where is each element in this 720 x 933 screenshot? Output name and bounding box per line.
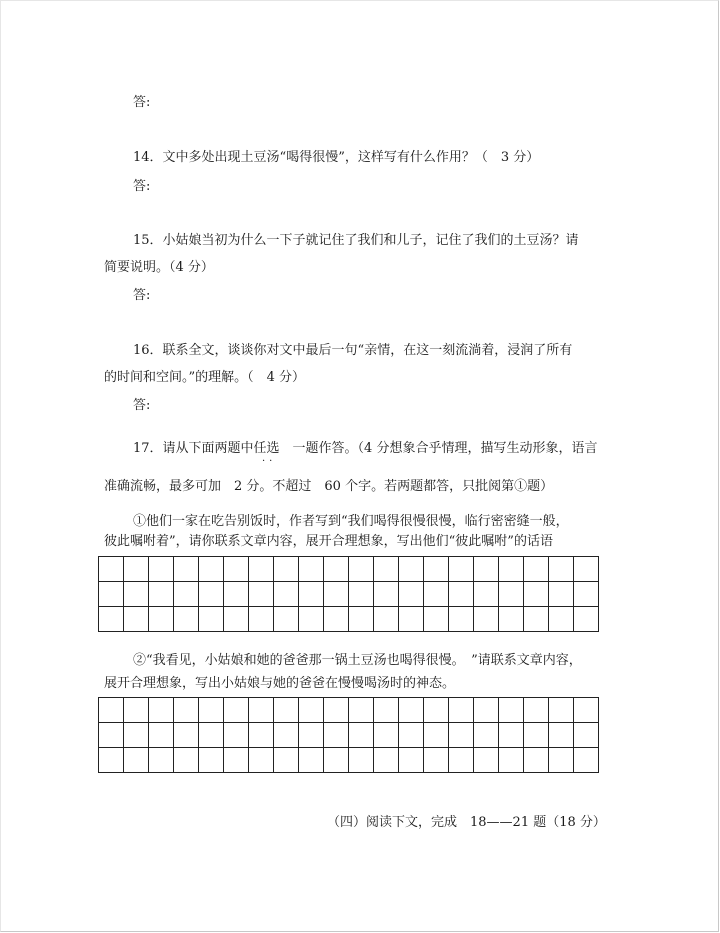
grid-cell[interactable]: [299, 582, 324, 607]
grid-cell[interactable]: [99, 698, 124, 723]
grid-cell[interactable]: [324, 723, 349, 748]
answer-label-15: 答:: [133, 288, 151, 303]
grid-cell[interactable]: [324, 582, 349, 607]
question-15-line2: 简要说明。（4 分）: [104, 260, 214, 275]
grid-cell[interactable]: [524, 582, 549, 607]
grid-cell[interactable]: [474, 748, 499, 773]
question-17-option1-line2: 彼此嘱咐着”，请你联系文章内容，展开合理想象，写出他们“彼此嘱咐”的话语: [104, 534, 553, 549]
grid-cell[interactable]: [424, 723, 449, 748]
grid-cell[interactable]: [499, 607, 524, 632]
grid-cell[interactable]: [349, 723, 374, 748]
grid-cell[interactable]: [349, 557, 374, 582]
grid-cell[interactable]: [324, 698, 349, 723]
grid-cell[interactable]: [199, 557, 224, 582]
grid-cell[interactable]: [549, 582, 574, 607]
grid-cell[interactable]: [274, 557, 299, 582]
grid-cell[interactable]: [274, 748, 299, 773]
grid-cell[interactable]: [374, 607, 399, 632]
grid-cell[interactable]: [224, 557, 249, 582]
grid-cell[interactable]: [324, 557, 349, 582]
grid-cell[interactable]: [499, 557, 524, 582]
grid-cell[interactable]: [249, 698, 274, 723]
grid-cell[interactable]: [199, 607, 224, 632]
grid-cell[interactable]: [574, 607, 599, 632]
grid-cell[interactable]: [499, 698, 524, 723]
grid-cell[interactable]: [124, 723, 149, 748]
grid-cell[interactable]: [549, 698, 574, 723]
grid-cell[interactable]: [349, 748, 374, 773]
grid-cell[interactable]: [199, 582, 224, 607]
grid-cell[interactable]: [99, 723, 124, 748]
grid-cell[interactable]: [374, 557, 399, 582]
grid-cell[interactable]: [274, 607, 299, 632]
question-14: 14．文中多处出现土豆汤“喝得很慢”，这样写有什么作用？（ 3 分）: [133, 150, 540, 165]
grid-cell[interactable]: [149, 607, 174, 632]
grid-cell[interactable]: [199, 723, 224, 748]
grid-cell[interactable]: [574, 748, 599, 773]
grid-cell[interactable]: [524, 723, 549, 748]
grid-cell[interactable]: [374, 748, 399, 773]
grid-cell[interactable]: [224, 582, 249, 607]
grid-cell[interactable]: [99, 582, 124, 607]
grid-cell[interactable]: [349, 582, 374, 607]
grid-cell[interactable]: [224, 698, 249, 723]
grid-cell[interactable]: [199, 698, 224, 723]
writing-grid-option1[interactable]: [98, 556, 599, 632]
grid-cell[interactable]: [249, 557, 274, 582]
grid-cell[interactable]: [99, 607, 124, 632]
grid-cell[interactable]: [424, 582, 449, 607]
grid-cell[interactable]: [574, 557, 599, 582]
grid-cell[interactable]: [449, 748, 474, 773]
grid-cell[interactable]: [524, 607, 549, 632]
grid-cell[interactable]: [399, 557, 424, 582]
grid-cell[interactable]: [474, 607, 499, 632]
grid-cell[interactable]: [549, 723, 574, 748]
grid-cell[interactable]: [174, 698, 199, 723]
grid-cell[interactable]: [149, 748, 174, 773]
grid-cell[interactable]: [399, 748, 424, 773]
answer-label-13: 答:: [133, 95, 151, 110]
grid-cell[interactable]: [374, 698, 399, 723]
writing-grid-option2[interactable]: [98, 697, 599, 773]
grid-cell[interactable]: [249, 748, 274, 773]
grid-cell[interactable]: [499, 748, 524, 773]
grid-cell[interactable]: [299, 557, 324, 582]
grid-cell[interactable]: [524, 557, 549, 582]
grid-cell[interactable]: [174, 723, 199, 748]
grid-cell[interactable]: [249, 607, 274, 632]
question-17-option1-line1: ①他们一家在吃告别饭时，作者写到“我们喝得很慢很慢，临行密密缝一般，: [133, 514, 569, 529]
grid-cell[interactable]: [424, 607, 449, 632]
question-17-line2: 准确流畅，最多可加 2 分。不超过 60 个字。若两题都答，只批阅第①题）: [104, 479, 554, 494]
grid-cell[interactable]: [174, 607, 199, 632]
grid-cell[interactable]: [424, 748, 449, 773]
grid-cell[interactable]: [499, 723, 524, 748]
grid-cell[interactable]: [124, 748, 149, 773]
grid-cell[interactable]: [449, 582, 474, 607]
grid-cell[interactable]: [449, 607, 474, 632]
grid-cell[interactable]: [224, 748, 249, 773]
question-17-option2-line2: 展开合理想象，写出小姑娘与她的爸爸在慢慢喝汤时的神态。: [104, 676, 456, 691]
grid-cell[interactable]: [399, 582, 424, 607]
question-17-line1: 17．请从下面两题中任选 一题作答。（4 分想象合乎情理，描写生动形象，语言: [133, 441, 598, 456]
grid-cell[interactable]: [124, 557, 149, 582]
grid-cell[interactable]: [299, 698, 324, 723]
grid-cell[interactable]: [449, 723, 474, 748]
grid-cell[interactable]: [99, 748, 124, 773]
grid-cell[interactable]: [224, 607, 249, 632]
grid-cell[interactable]: [274, 582, 299, 607]
question-17-option2-line1: ②“我看见，小姑娘和她的爸爸那一锅土豆汤也喝得很慢。 ”请联系文章内容，: [133, 653, 582, 668]
grid-cell[interactable]: [524, 698, 549, 723]
grid-cell[interactable]: [224, 723, 249, 748]
grid-cell[interactable]: [474, 723, 499, 748]
grid-cell[interactable]: [424, 698, 449, 723]
grid-cell[interactable]: [124, 607, 149, 632]
grid-cell[interactable]: [399, 607, 424, 632]
grid-cell[interactable]: [149, 557, 174, 582]
grid-cell[interactable]: [174, 582, 199, 607]
grid-cell[interactable]: [349, 607, 374, 632]
emphasis-dots: ··: [262, 456, 277, 467]
grid-cell[interactable]: [324, 748, 349, 773]
grid-cell[interactable]: [399, 698, 424, 723]
grid-cell[interactable]: [399, 723, 424, 748]
grid-cell[interactable]: [574, 723, 599, 748]
grid-cell[interactable]: [474, 557, 499, 582]
grid-cell[interactable]: [524, 748, 549, 773]
grid-cell[interactable]: [374, 582, 399, 607]
grid-cell[interactable]: [499, 582, 524, 607]
grid-cell[interactable]: [174, 557, 199, 582]
grid-cell[interactable]: [274, 698, 299, 723]
grid-cell[interactable]: [174, 748, 199, 773]
grid-cell[interactable]: [99, 557, 124, 582]
grid-cell[interactable]: [124, 582, 149, 607]
grid-cell[interactable]: [299, 723, 324, 748]
question-16-line1: 16．联系全文，谈谈你对文中最后一句“亲情，在这一刻流淌着，浸润了所有: [133, 343, 573, 358]
grid-cell[interactable]: [299, 607, 324, 632]
grid-cell[interactable]: [349, 698, 374, 723]
grid-cell[interactable]: [124, 698, 149, 723]
answer-label-14: 答:: [133, 179, 151, 194]
answer-label-16: 答:: [133, 398, 151, 413]
grid-cell[interactable]: [549, 607, 574, 632]
grid-cell[interactable]: [199, 748, 224, 773]
grid-cell[interactable]: [324, 607, 349, 632]
grid-cell[interactable]: [449, 698, 474, 723]
grid-cell[interactable]: [249, 723, 274, 748]
grid-cell[interactable]: [474, 698, 499, 723]
section-four-heading: （四）阅读下文，完成 18——21 题（18 分）: [327, 815, 606, 830]
grid-cell[interactable]: [149, 698, 174, 723]
grid-cell[interactable]: [574, 582, 599, 607]
grid-cell[interactable]: [474, 582, 499, 607]
grid-cell[interactable]: [549, 748, 574, 773]
question-16-line2: 的时间和空间。”的理解。（ 4 分）: [104, 370, 306, 385]
grid-cell[interactable]: [374, 723, 399, 748]
grid-cell[interactable]: [424, 557, 449, 582]
grid-cell[interactable]: [249, 582, 274, 607]
grid-cell[interactable]: [449, 557, 474, 582]
question-15-line1: 15．小姑娘当初为什么一下子就记住了我们和儿子，记住了我们的土豆汤？请: [133, 233, 579, 248]
grid-cell[interactable]: [574, 698, 599, 723]
grid-cell[interactable]: [274, 723, 299, 748]
grid-cell[interactable]: [549, 557, 574, 582]
grid-cell[interactable]: [299, 748, 324, 773]
grid-cell[interactable]: [149, 582, 174, 607]
grid-cell[interactable]: [149, 723, 174, 748]
